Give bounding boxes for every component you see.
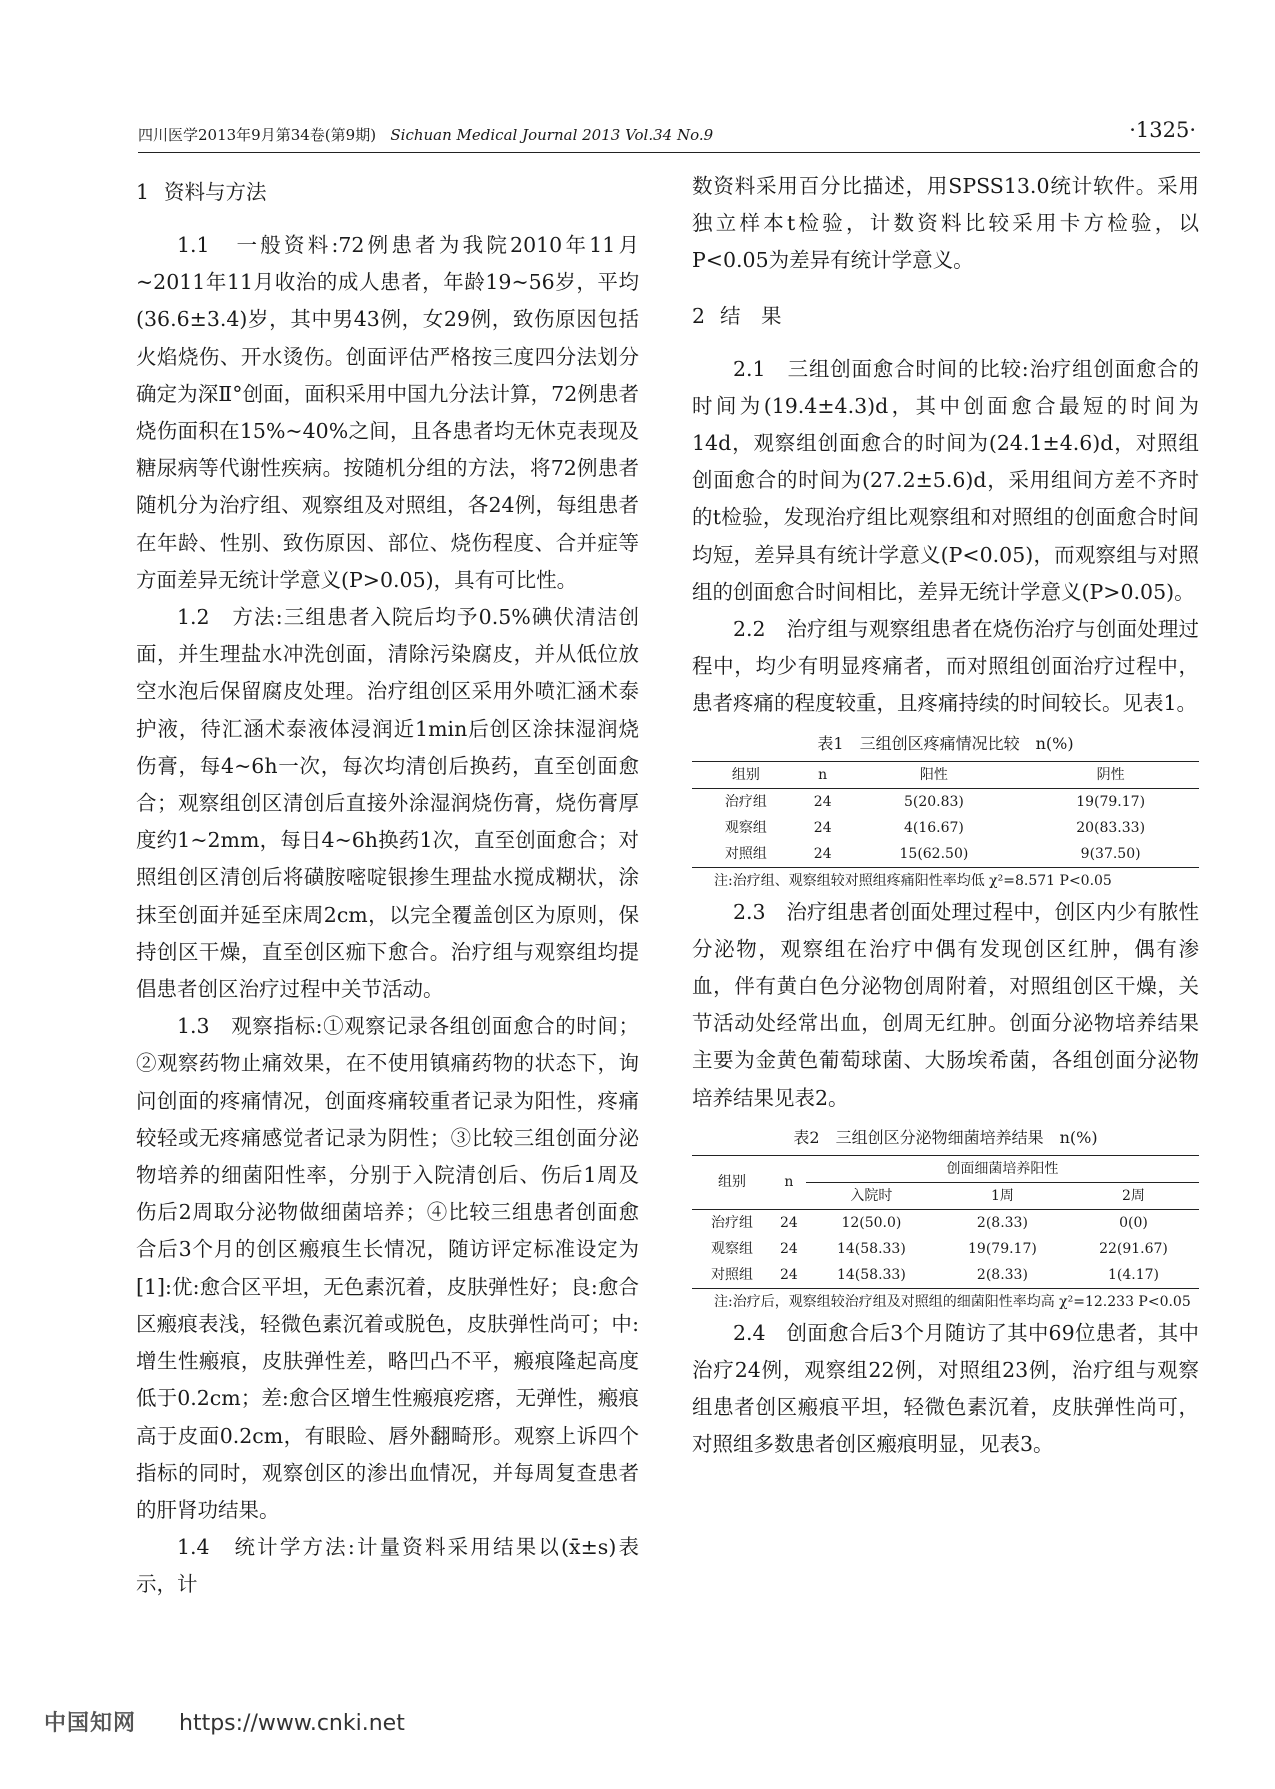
paragraph-secretion: 2.3 治疗组患者创面处理过程中，创区内少有脓性分泌物，观察组在治疗中偶有发现创区红肿，偶有渗血，伴有黄白色分泌物创周附着，对照组创区干燥，关节活动处经常出血，创周无红肿。创面分泌物培养结果主要为金黄色葡萄球菌、大肠埃希菌，各组创面分泌物培养结果见表2。 bbox=[692, 899, 1199, 1110]
running-header bbox=[138, 120, 1200, 153]
journal-name-cn: 四川医学2013年9月第34卷(第9期) bbox=[138, 126, 377, 144]
section-heading-results: 2 结 果 bbox=[692, 303, 782, 328]
left-column bbox=[136, 168, 639, 1604]
cnki-watermark bbox=[44, 1706, 405, 1737]
table-header: 入院时 bbox=[806, 1182, 937, 1209]
paragraph-healing-time: 2.1 三组创面愈合时间的比较:治疗组创面愈合的时间为(19.4±4.3)d，其中创面愈合最短的时间为14d，观察组创面愈合的时间为(24.1±4.6)d，对照组创面愈合的时间为(27.2±5.6)d，采用组间方差不齐时的t检验，发现治疗组比观察组和对照组的创面愈合时间均短，差异具有统计学意义(P<0.05)，而观察组与对照组的创面愈合时间相比，差异无统计学意义(P>0.05)。 bbox=[692, 356, 1199, 604]
table-header: 阳性 bbox=[846, 761, 1023, 788]
page-number: ·1325· bbox=[1129, 118, 1196, 142]
journal-citation bbox=[138, 124, 713, 145]
table-header: n bbox=[772, 1155, 806, 1209]
table1-pain bbox=[692, 761, 1199, 868]
paragraph-statistics-cont: 数资料采用百分比描述，用SPSS13.0统计软件。采用独立样本t检验，计数资料比较采用卡方检验，以P<0.05为差异有统计学意义。 bbox=[692, 174, 1199, 273]
table-row: 观察组 24 4(16.67) 20(83.33) bbox=[724, 819, 1146, 836]
journal-name-en: Sichuan Medical Journal 2013 Vol.34 No.9 bbox=[390, 126, 714, 144]
paragraph-observation-indices: 1.3 观察指标:①观察记录各组创面愈合的时间；②观察药物止痛效果，在不使用镇痛药物的状态下，询问创面的疼痛情况，创面疼痛较重者记录为阳性，疼痛较轻或无疼痛感觉者记录为阴性；③比较三组创面分泌物培养的细菌阳性率，分别于入院清创后、伤后1周及伤后2周取分泌物做细菌培养；④比较三组患者创面愈合后3个月的创区瘢痕生长情况，随访评定标准设定为[1]:优:愈合区平坦，无色素沉着，皮肤弹性好；良:愈合区瘢痕表浅，轻微色素沉着或脱色，皮肤弹性尚可；中:增生性瘢痕，皮肤弹性差，略凹凸不平，瘢痕隆起高度低于0.2cm；差:愈合区增生性瘢痕疙瘩，无弹性，瘢痕高于皮面0.2cm，有眼睑、唇外翻畸形。观察上诉四个指标的同时，观察创区的渗出血情况，并每周复查患者的肝肾功结果。 bbox=[136, 1014, 639, 1522]
table-header: 创面细菌培养阳性 bbox=[806, 1155, 1199, 1182]
table1-caption: 表1 三组创区疼痛情况比较 n(%) bbox=[817, 733, 1074, 753]
table1-note: 注:治疗组、观察组较对照组疼痛阳性率均低 χ²=8.571 P<0.05 bbox=[714, 872, 1112, 889]
paragraph-pain: 2.2 治疗组与观察组患者在烧伤治疗与创面处理过程中，均少有明显疼痛者，而对照组创面治疗过程中，患者疼痛的程度较重，且疼痛持续的时间较长。见表1。 bbox=[692, 617, 1199, 716]
table2-bacteria bbox=[692, 1155, 1199, 1289]
section-heading-methods: 1 资料与方法 bbox=[136, 180, 267, 204]
table-header: 1周 bbox=[937, 1182, 1068, 1209]
paragraph-general-data: 1.1 一般资料:72例患者为我院2010年11月~2011年11月收治的成人患者，年龄19~56岁，平均(36.6±3.4)岁，其中男43例，女29例，致伤原因包括火焰烧伤、开水烫伤。创面评估严格按三度四分法划分确定为深Ⅱ°创面，面积采用中国九分法计算，72例患者烧伤面积在15%~40%之间，且各患者均无休克表现及糖尿病等代谢性疾病。按随机分组的方法，将72例患者随机分为治疗组、观察组及对照组，各24例，每组患者在年龄、性别、致伤原因、部位、烧伤程度、合并症等方面差异无统计学意义(P>0.05)，具有可比性。 bbox=[136, 233, 639, 592]
table2-caption: 表2 三组创区分泌物细菌培养结果 n(%) bbox=[793, 1127, 1098, 1147]
table-row: 观察组 24 14(58.33) 19(79.17) 22(91.67) bbox=[710, 1240, 1168, 1257]
table-row: 治疗组 24 12(50.0) 2(8.33) 0(0) bbox=[710, 1214, 1148, 1231]
paragraph-methods: 1.2 方法:三组患者入院后均予0.5%碘伏清洁创面，并生理盐水冲洗创面，清除污染腐皮，并从低位放空水泡后保留腐皮处理。治疗组创区采用外喷汇涵术泰护液，待汇涵术泰液体浸润近1min后创区涂抹湿润烧伤膏，每4~6h一次，每次均清创后换药，直至创面愈合；观察组创区清创后直接外涂湿润烧伤膏，烧伤膏厚度约1~2mm，每日4~6h换药1次，直至创面愈合；对照组创区清创后将磺胺嘧啶银掺生理盐水搅成糊状，涂抹至创面并延至床周2cm，以完全覆盖创区为原则，保持创区干燥，直至创区痂下愈合。治疗组与观察组均提倡患者创区治疗过程中关节活动。 bbox=[136, 605, 639, 1002]
cnki-url[interactable]: https://www.cnki.net bbox=[179, 1711, 405, 1736]
table-header: 组别 bbox=[692, 761, 800, 788]
paragraph-followup: 2.4 创面愈合后3个月随访了其中69位患者，其中治疗24例，观察组22例，对照组23例，治疗组与观察组患者创区瘢痕平坦，轻微色素沉着，皮肤弹性尚可，对照组多数患者创区瘢痕明显，见表3。 bbox=[692, 1320, 1199, 1457]
table-header: 组别 bbox=[692, 1155, 772, 1209]
table-row: 治疗组 24 5(20.83) 19(79.17) bbox=[724, 793, 1146, 810]
table-header: n bbox=[800, 761, 846, 788]
table-row: 对照组 24 15(62.50) 9(37.50) bbox=[692, 841, 1199, 868]
paragraph-statistics: 1.4 统计学方法:计量资料采用结果以(x̄±s)表示，计 bbox=[136, 1535, 639, 1597]
right-column bbox=[692, 168, 1199, 1464]
table-header: 阴性 bbox=[1022, 761, 1199, 788]
table-row: 对照组 24 14(58.33) 2(8.33) 1(4.17) bbox=[692, 1262, 1199, 1289]
table2-note: 注:治疗后，观察组较治疗组及对照组的细菌阳性率均高 χ²=12.233 P<0.05 bbox=[714, 1293, 1191, 1310]
cnki-logo: 中国知网 bbox=[44, 1711, 137, 1736]
table-header: 2周 bbox=[1068, 1182, 1199, 1209]
